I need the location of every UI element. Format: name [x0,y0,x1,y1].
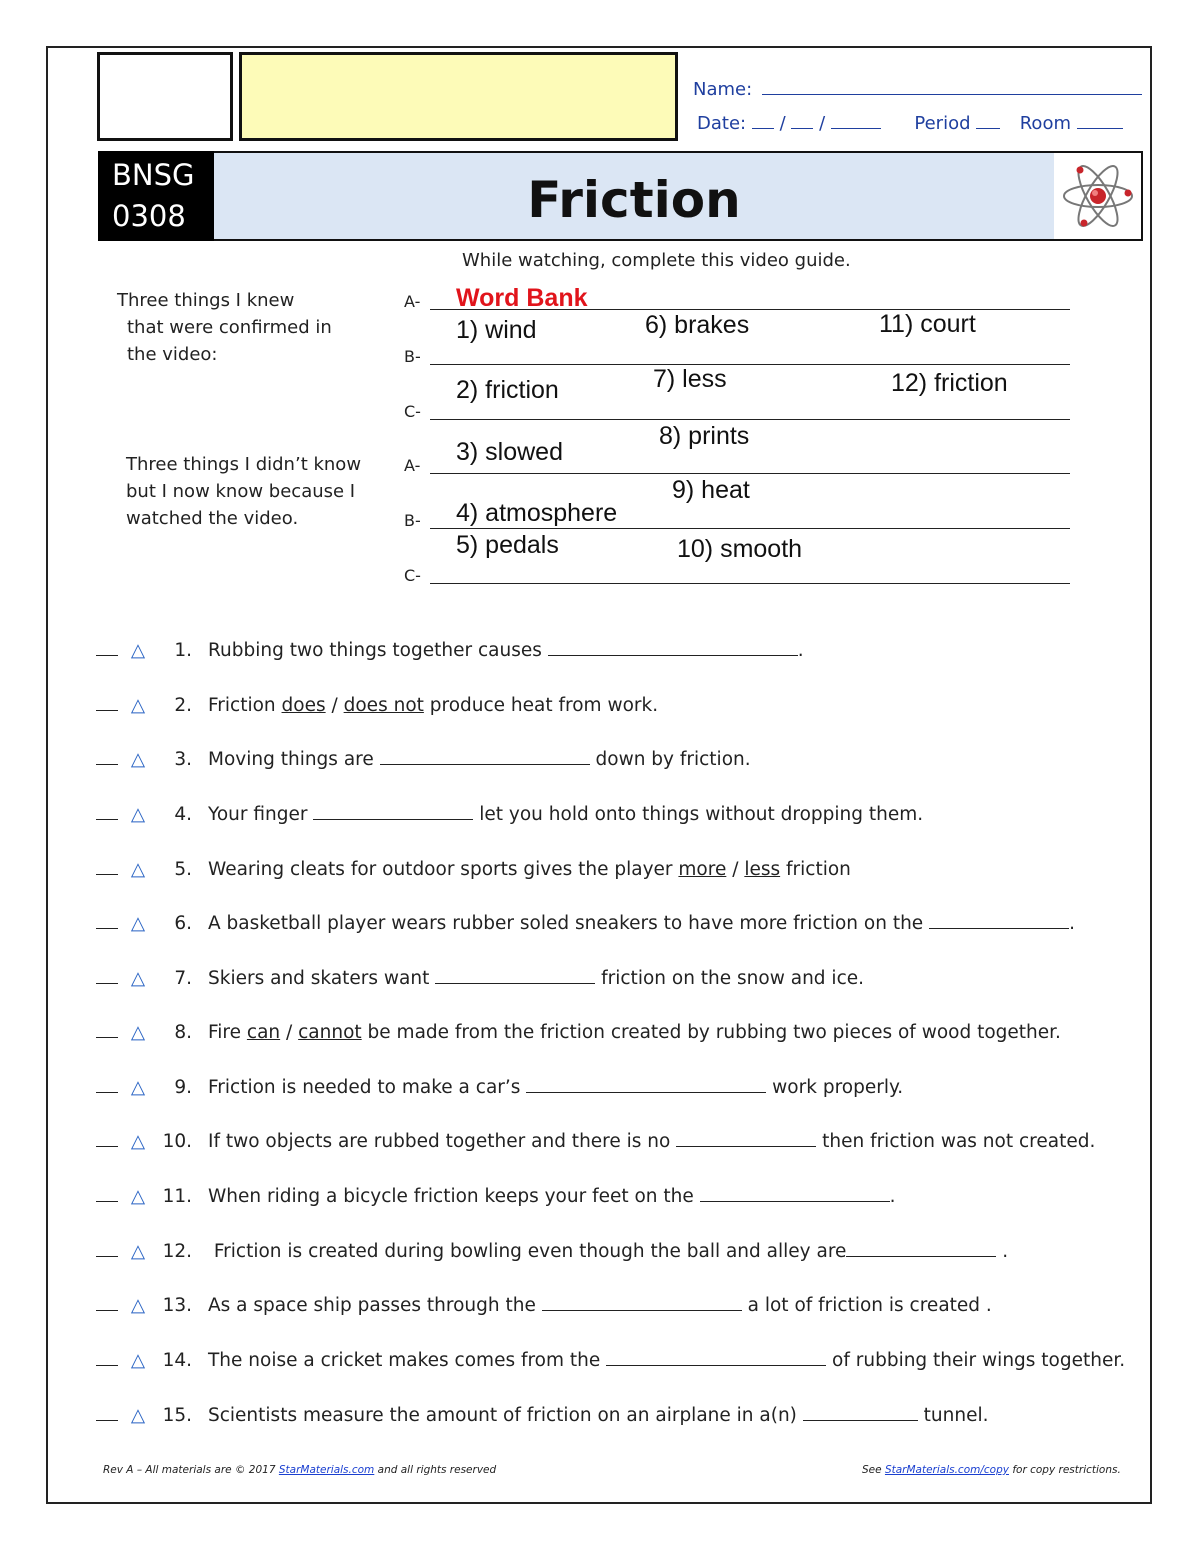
word-bank-word: 5) pedals [456,531,559,559]
triangle-icon: △ [130,913,146,934]
question-text: The noise a cricket makes comes from the [208,1350,607,1371]
footer-text: for copy restrictions. [1008,1464,1121,1476]
date-month-field[interactable] [752,112,774,129]
question-text: A basketball player wears rubber soled sneakers to have more friction on the [208,913,930,934]
question-text: Moving things are [208,749,380,770]
triangle-icon: △ [130,749,146,770]
question-number: 8. [174,1022,192,1043]
triangle-icon: △ [130,1295,146,1316]
knew-prompt-line: the video: [127,344,218,365]
question-number: 2. [174,695,192,716]
fill-blank[interactable] [606,1351,826,1366]
room-field[interactable] [1077,112,1123,129]
fill-blank[interactable] [435,969,595,984]
question-row [96,1022,1061,1043]
footer-text: See [862,1464,885,1476]
question-row [96,1405,989,1426]
answer-blank[interactable] [96,1353,118,1366]
triangle-icon: △ [130,1077,146,1098]
fill-blank[interactable] [676,1132,816,1147]
question-row [96,1295,992,1316]
date-row [697,112,1123,134]
fill-blank[interactable] [380,750,590,765]
question-number: 14. [162,1350,192,1371]
question-text: let you hold onto things without dropping them. [473,804,924,825]
copyright-footer [103,1464,496,1476]
choice-option[interactable]: cannot [298,1022,362,1043]
name-field[interactable] [762,78,1142,95]
date-day-field[interactable] [791,112,813,129]
answer-blank[interactable] [96,698,118,711]
question-text: Friction is needed to make a car’s [208,1077,527,1098]
starmaterials-link[interactable]: StarMaterials.com [278,1464,375,1476]
page-title: Friction [527,171,741,229]
question-number: 12. [162,1241,192,1262]
triangle-icon: △ [130,859,146,880]
word-bank-word: 11) court [879,310,976,338]
triangle-icon: △ [130,1405,146,1426]
footer-text: and all rights reserved [374,1464,497,1476]
answer-blank[interactable] [96,1244,118,1257]
instruction-text: While watching, complete this video guide. [462,250,851,271]
period-field[interactable] [976,112,1000,129]
question-row [96,859,851,880]
fill-blank[interactable] [526,1078,766,1093]
course-code-line2: 0308 [112,199,186,233]
line-label: B- [404,511,421,530]
answer-blank[interactable] [96,752,118,765]
fill-blank[interactable] [542,1296,742,1311]
choice-option[interactable]: does not [343,695,424,716]
question-text: then friction was not created. [816,1131,1096,1152]
knew-prompt [117,287,332,368]
answer-line[interactable] [430,473,1070,474]
question-number: 15. [162,1405,192,1426]
line-label: C- [404,566,421,585]
question-row [96,695,658,716]
word-bank-word: 12) friction [891,369,1008,397]
didnt-know-prompt [126,451,361,532]
copy-restrictions-link[interactable]: StarMaterials.com/copy [884,1464,1009,1476]
fill-blank[interactable] [846,1242,996,1257]
knew-prompt-line: Three things I knew [117,290,295,311]
question-text: Friction [208,695,282,716]
answer-blank[interactable] [96,1025,118,1038]
choice-option[interactable]: more [678,859,727,880]
triangle-icon: △ [130,968,146,989]
word-bank-word: 8) prints [659,422,750,450]
course-code-line1: BNSG [112,158,195,192]
question-row [96,1350,1125,1371]
answer-blank[interactable] [96,1134,118,1147]
answer-blank[interactable] [96,1080,118,1093]
triangle-icon: △ [130,1022,146,1043]
name-highlight-box [239,52,678,141]
word-bank-word: 9) heat [672,476,750,504]
date-label: Date: [697,113,747,134]
word-bank-word: 7) less [653,365,727,393]
question-row [96,1131,1095,1152]
fill-blank[interactable] [929,914,1069,929]
question-row [96,1186,896,1207]
line-label: A- [404,456,421,475]
question-text: Rubbing two things together causes [208,640,548,661]
question-number: 6. [174,913,192,934]
answer-blank[interactable] [96,916,118,929]
question-text: Your finger [208,804,314,825]
name-label: Name: [693,79,753,100]
fill-blank[interactable] [803,1406,918,1421]
question-number: 3. [174,749,192,770]
answer-blank[interactable] [96,971,118,984]
choice-option[interactable]: can [246,1022,281,1043]
question-row [96,749,751,770]
question-text: Skiers and skaters want [208,968,436,989]
question-text: When riding a bicycle friction keeps your feet on the [208,1186,700,1207]
question-text: work properly. [766,1077,904,1098]
answer-blank[interactable] [96,807,118,820]
answer-line[interactable] [430,528,1070,529]
fill-blank[interactable] [548,641,798,656]
blank-box [97,52,233,141]
question-number: 4. [174,804,192,825]
question-text: down by friction. [589,749,751,770]
question-text: Fire [208,1022,247,1043]
choice-sep: / [280,1022,299,1043]
question-row [96,913,1075,934]
question-text: produce heat from work. [423,695,659,716]
fill-blank[interactable] [313,805,473,820]
triangle-icon: △ [130,1241,146,1262]
triangle-icon: △ [130,1186,146,1207]
triangle-icon: △ [130,804,146,825]
question-text: friction on the snow and ice. [595,968,864,989]
didnt-prompt-line: Three things I didn’t know [126,454,362,475]
question-row [96,1077,903,1098]
question-text: . [797,640,804,661]
triangle-icon: △ [130,1350,146,1371]
question-text: a lot of friction is created . [741,1295,992,1316]
answer-blank[interactable] [96,1408,118,1421]
triangle-icon: △ [130,695,146,716]
didnt-prompt-line: watched the video. [126,508,299,529]
word-bank-word: 6) brakes [645,311,750,339]
answer-blank[interactable] [96,1189,118,1202]
question-number: 11. [162,1186,192,1207]
didnt-prompt-line: but I now know because I [126,481,356,502]
question-number: 1. [174,640,192,661]
triangle-icon: △ [130,1131,146,1152]
choice-option[interactable]: does [281,695,326,716]
word-bank-word: 3) slowed [456,438,563,466]
question-text: If two objects are rubbed together and there is no [208,1131,677,1152]
name-row [693,78,1142,100]
choice-sep: / [325,695,344,716]
date-year-field[interactable] [831,112,881,129]
word-bank-word: 2) friction [456,376,559,404]
question-row [96,968,864,989]
footer-text: Rev A – All materials are © 2017 [103,1464,279,1476]
choice-option[interactable]: less [744,859,781,880]
word-bank-word: 4) atmosphere [456,499,618,527]
question-row [96,640,804,661]
date-sep: / [779,113,786,134]
question-number: 5. [174,859,192,880]
question-text: friction [780,859,851,880]
word-bank-word: 10) smooth [677,535,803,563]
answer-line[interactable] [430,419,1070,420]
question-number: 10. [162,1131,192,1152]
question-number: 13. [162,1295,192,1316]
question-text: Friction is created during bowling even though the ball and alley are [208,1241,847,1262]
question-text: Wearing cleats for outdoor sports gives the player [208,859,679,880]
period-label: Period [914,113,971,134]
question-text: . [996,1241,1009,1262]
question-row [96,1241,1008,1262]
answer-blank[interactable] [96,862,118,875]
question-number: 9. [174,1077,192,1098]
answer-line[interactable] [430,583,1070,584]
copy-restrictions-footer [862,1464,1121,1476]
question-text: As a space ship passes through the [208,1295,542,1316]
atom-icon [1054,153,1141,239]
answer-blank[interactable] [96,1298,118,1311]
question-text: . [1069,913,1075,934]
triangle-icon: △ [130,640,146,661]
course-code [98,151,214,241]
answer-blank[interactable] [96,643,118,656]
line-label: C- [404,402,421,421]
word-bank-word: 1) wind [456,316,537,344]
question-text: be made from the friction created by rubbing two pieces of wood together. [361,1022,1061,1043]
question-text: Scientists measure the amount of friction on an airplane in a(n) [208,1405,803,1426]
line-label: A- [404,292,421,311]
line-label: B- [404,347,421,366]
question-text: . [889,1186,896,1207]
room-label: Room [1019,113,1071,134]
question-number: 7. [174,968,192,989]
choice-sep: / [726,859,745,880]
fill-blank[interactable] [700,1187,890,1202]
answer-line[interactable] [430,364,1070,365]
knew-prompt-line: that were confirmed in [127,317,332,338]
question-row [96,804,923,825]
question-text: of rubbing their wings together. [826,1350,1126,1371]
word-bank-title: Word Bank [456,284,588,312]
date-sep: / [819,113,826,134]
question-text: tunnel. [917,1405,989,1426]
